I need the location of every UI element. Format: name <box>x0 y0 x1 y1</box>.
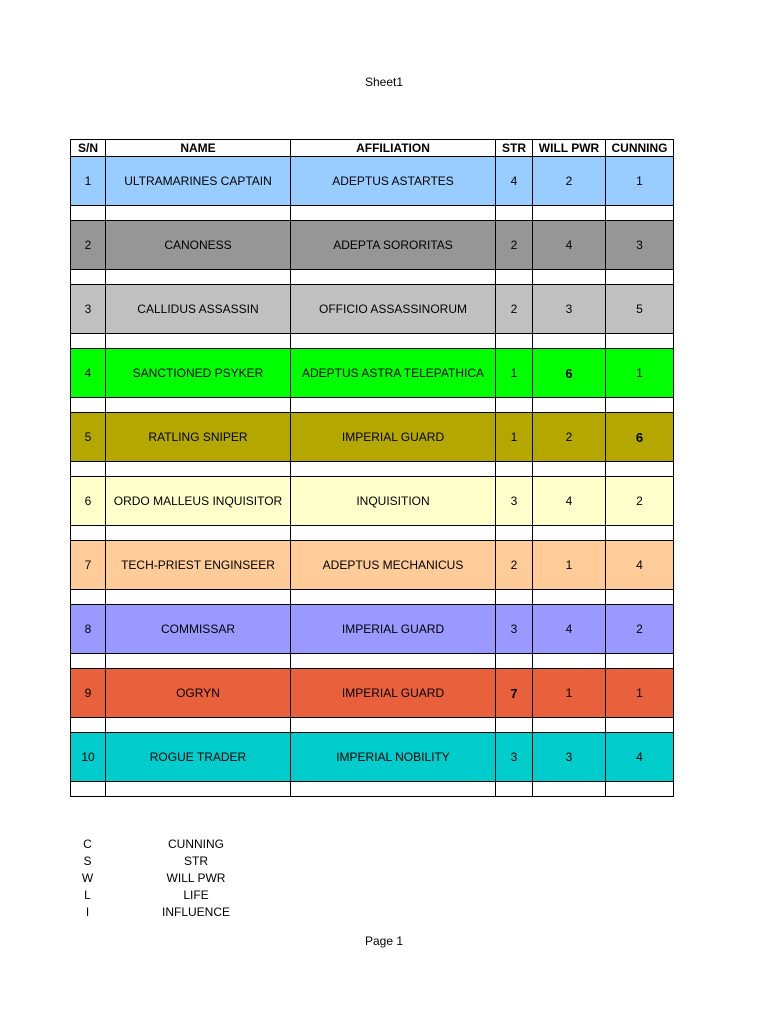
header-row <box>71 140 674 157</box>
cell-str[interactable]: 2 <box>496 221 533 270</box>
empty-cell[interactable] <box>606 782 674 797</box>
empty-cell[interactable] <box>291 526 496 541</box>
spacer-row <box>71 462 674 477</box>
cell-cunning[interactable]: 5 <box>606 285 674 334</box>
cell-cunning[interactable]: 2 <box>606 605 674 654</box>
cell-will-pwr[interactable]: 4 <box>533 477 606 526</box>
sheet-title: Sheet1 <box>364 75 404 89</box>
table-row <box>71 733 674 782</box>
legend-abbreviation: W <box>81 871 94 885</box>
column-header-will-pwr[interactable]: WILL PWR <box>533 140 606 157</box>
cell-cunning[interactable]: 4 <box>606 541 674 590</box>
cell-will-pwr[interactable]: 6 <box>533 349 606 398</box>
table-row <box>71 285 674 334</box>
legend-item <box>70 904 287 921</box>
empty-cell[interactable] <box>496 398 533 413</box>
spacer-row <box>71 334 674 349</box>
cell-cunning[interactable]: 1 <box>606 669 674 718</box>
empty-cell[interactable] <box>71 206 106 221</box>
cell-sn[interactable]: 4 <box>71 349 106 398</box>
cell-str[interactable]: 4 <box>496 157 533 206</box>
cell-will-pwr[interactable]: 1 <box>533 541 606 590</box>
empty-cell[interactable] <box>606 526 674 541</box>
empty-cell[interactable] <box>533 718 606 733</box>
empty-cell[interactable] <box>291 334 496 349</box>
table-row <box>71 477 674 526</box>
cell-sn[interactable]: 5 <box>71 413 106 462</box>
empty-cell[interactable] <box>71 654 106 669</box>
cell-cunning[interactable]: 1 <box>606 157 674 206</box>
table-row <box>71 157 674 206</box>
legend <box>70 836 287 921</box>
empty-cell[interactable] <box>106 718 291 733</box>
empty-cell[interactable] <box>533 334 606 349</box>
spacer-row <box>71 782 674 797</box>
empty-cell[interactable] <box>71 590 106 605</box>
cell-str[interactable]: 3 <box>496 605 533 654</box>
legend-full-name: WILL PWR <box>166 871 226 885</box>
spacer-row <box>71 590 674 605</box>
empty-cell[interactable] <box>533 398 606 413</box>
empty-cell[interactable] <box>496 590 533 605</box>
cell-sn[interactable]: 7 <box>71 541 106 590</box>
cell-will-pwr[interactable]: 3 <box>533 285 606 334</box>
cell-cunning[interactable]: 3 <box>606 221 674 270</box>
cell-will-pwr[interactable]: 3 <box>533 733 606 782</box>
legend-full-name: INFLUENCE <box>161 905 230 919</box>
cell-str[interactable]: 1 <box>496 413 533 462</box>
cell-will-pwr[interactable]: 4 <box>533 221 606 270</box>
spacer-row <box>71 398 674 413</box>
cell-sn[interactable]: 8 <box>71 605 106 654</box>
legend-item <box>70 887 287 904</box>
cell-name[interactable]: ORDO MALLEUS INQUISITOR <box>106 477 291 526</box>
cell-name[interactable]: TECH-PRIEST ENGINSEER <box>106 541 291 590</box>
legend-item <box>70 836 287 853</box>
empty-cell[interactable] <box>533 270 606 285</box>
cell-str[interactable]: 7 <box>496 669 533 718</box>
cell-name[interactable]: OGRYN <box>106 669 291 718</box>
spacer-row <box>71 654 674 669</box>
empty-cell[interactable] <box>106 270 291 285</box>
cell-str[interactable]: 3 <box>496 733 533 782</box>
cell-name[interactable]: CALLIDUS ASSASSIN <box>106 285 291 334</box>
empty-cell[interactable] <box>71 270 106 285</box>
empty-cell[interactable] <box>496 334 533 349</box>
cell-will-pwr[interactable]: 2 <box>533 157 606 206</box>
empty-cell[interactable] <box>106 334 291 349</box>
cell-str[interactable]: 2 <box>496 285 533 334</box>
column-header-str[interactable]: STR <box>496 140 533 157</box>
empty-cell[interactable] <box>291 462 496 477</box>
cell-will-pwr[interactable]: 2 <box>533 413 606 462</box>
cell-cunning[interactable]: 1 <box>606 349 674 398</box>
legend-abbreviation: S <box>83 854 92 868</box>
cell-sn[interactable]: 6 <box>71 477 106 526</box>
empty-cell[interactable] <box>496 526 533 541</box>
empty-cell[interactable] <box>496 270 533 285</box>
empty-cell[interactable] <box>496 654 533 669</box>
spacer-row <box>71 270 674 285</box>
cell-name[interactable]: SANCTIONED PSYKER <box>106 349 291 398</box>
cell-affiliation[interactable]: ADEPTUS MECHANICUS <box>291 541 496 590</box>
spacer-row <box>71 718 674 733</box>
empty-cell[interactable] <box>71 398 106 413</box>
empty-cell[interactable] <box>291 654 496 669</box>
cell-sn[interactable]: 10 <box>71 733 106 782</box>
legend-abbreviation: L <box>84 888 91 902</box>
cell-affiliation[interactable]: ADEPTA SORORITAS <box>291 221 496 270</box>
empty-cell[interactable] <box>106 206 291 221</box>
empty-cell[interactable] <box>106 462 291 477</box>
cell-affiliation[interactable]: ADEPTUS ASTRA TELEPATHICA <box>291 349 496 398</box>
empty-cell[interactable] <box>106 782 291 797</box>
table-row <box>71 605 674 654</box>
table-row <box>71 349 674 398</box>
legend-item <box>70 853 287 870</box>
cell-affiliation[interactable]: IMPERIAL GUARD <box>291 605 496 654</box>
table-row <box>71 541 674 590</box>
empty-cell[interactable] <box>606 334 674 349</box>
column-header-affiliation[interactable]: AFFILIATION <box>291 140 496 157</box>
cell-cunning[interactable]: 6 <box>606 413 674 462</box>
legend-full-name: CUNNING <box>168 837 224 851</box>
cell-name[interactable]: CANONESS <box>106 221 291 270</box>
empty-cell[interactable] <box>606 590 674 605</box>
empty-cell[interactable] <box>496 782 533 797</box>
empty-cell[interactable] <box>533 526 606 541</box>
cell-str[interactable]: 2 <box>496 541 533 590</box>
column-header-name[interactable]: NAME <box>106 140 291 157</box>
cell-will-pwr[interactable]: 1 <box>533 669 606 718</box>
empty-cell[interactable] <box>291 398 496 413</box>
table-row <box>71 413 674 462</box>
empty-cell[interactable] <box>106 654 291 669</box>
cell-cunning[interactable]: 4 <box>606 733 674 782</box>
empty-cell[interactable] <box>291 782 496 797</box>
empty-cell[interactable] <box>496 462 533 477</box>
cell-name[interactable]: ROGUE TRADER <box>106 733 291 782</box>
spacer-row <box>71 526 674 541</box>
cell-str[interactable]: 1 <box>496 349 533 398</box>
empty-cell[interactable] <box>106 398 291 413</box>
empty-cell[interactable] <box>606 654 674 669</box>
empty-cell[interactable] <box>71 334 106 349</box>
legend-abbreviation: I <box>85 905 90 919</box>
cell-name[interactable]: COMMISSAR <box>106 605 291 654</box>
empty-cell[interactable] <box>606 206 674 221</box>
spacer-row <box>71 206 674 221</box>
cell-sn[interactable]: 3 <box>71 285 106 334</box>
empty-cell[interactable] <box>533 590 606 605</box>
empty-cell[interactable] <box>291 270 496 285</box>
character-table <box>70 139 674 797</box>
cell-will-pwr[interactable]: 4 <box>533 605 606 654</box>
empty-cell[interactable] <box>533 206 606 221</box>
cell-affiliation[interactable]: INQUISITION <box>291 477 496 526</box>
empty-cell[interactable] <box>291 718 496 733</box>
empty-cell[interactable] <box>533 462 606 477</box>
legend-full-name: STR <box>184 854 208 868</box>
column-header-cunning[interactable]: CUNNING <box>606 140 674 157</box>
cell-name[interactable]: RATLING SNIPER <box>106 413 291 462</box>
legend-full-name: LIFE <box>183 888 209 902</box>
cell-affiliation[interactable]: ADEPTUS ASTARTES <box>291 157 496 206</box>
cell-affiliation[interactable]: IMPERIAL GUARD <box>291 669 496 718</box>
empty-cell[interactable] <box>533 782 606 797</box>
cell-name[interactable]: ULTRAMARINES CAPTAIN <box>106 157 291 206</box>
empty-cell[interactable] <box>71 462 106 477</box>
column-header-sn[interactable]: S/N <box>71 140 106 157</box>
empty-cell[interactable] <box>71 782 106 797</box>
cell-cunning[interactable]: 2 <box>606 477 674 526</box>
empty-cell[interactable] <box>496 718 533 733</box>
empty-cell[interactable] <box>106 590 291 605</box>
cell-sn[interactable]: 1 <box>71 157 106 206</box>
cell-sn[interactable]: 2 <box>71 221 106 270</box>
empty-cell[interactable] <box>291 206 496 221</box>
table-row <box>71 221 674 270</box>
cell-sn[interactable]: 9 <box>71 669 106 718</box>
page-footer: Page 1 <box>364 934 404 948</box>
empty-cell[interactable] <box>606 270 674 285</box>
empty-cell[interactable] <box>106 526 291 541</box>
empty-cell[interactable] <box>606 398 674 413</box>
empty-cell[interactable] <box>71 526 106 541</box>
cell-affiliation[interactable]: IMPERIAL NOBILITY <box>291 733 496 782</box>
table-row <box>71 669 674 718</box>
empty-cell[interactable] <box>496 206 533 221</box>
legend-item <box>70 870 287 887</box>
cell-affiliation[interactable]: IMPERIAL GUARD <box>291 413 496 462</box>
empty-cell[interactable] <box>533 654 606 669</box>
empty-cell[interactable] <box>606 718 674 733</box>
empty-cell[interactable] <box>291 590 496 605</box>
empty-cell[interactable] <box>71 718 106 733</box>
empty-cell[interactable] <box>606 462 674 477</box>
cell-affiliation[interactable]: OFFICIO ASSASSINORUM <box>291 285 496 334</box>
cell-str[interactable]: 3 <box>496 477 533 526</box>
legend-abbreviation: C <box>83 837 92 851</box>
